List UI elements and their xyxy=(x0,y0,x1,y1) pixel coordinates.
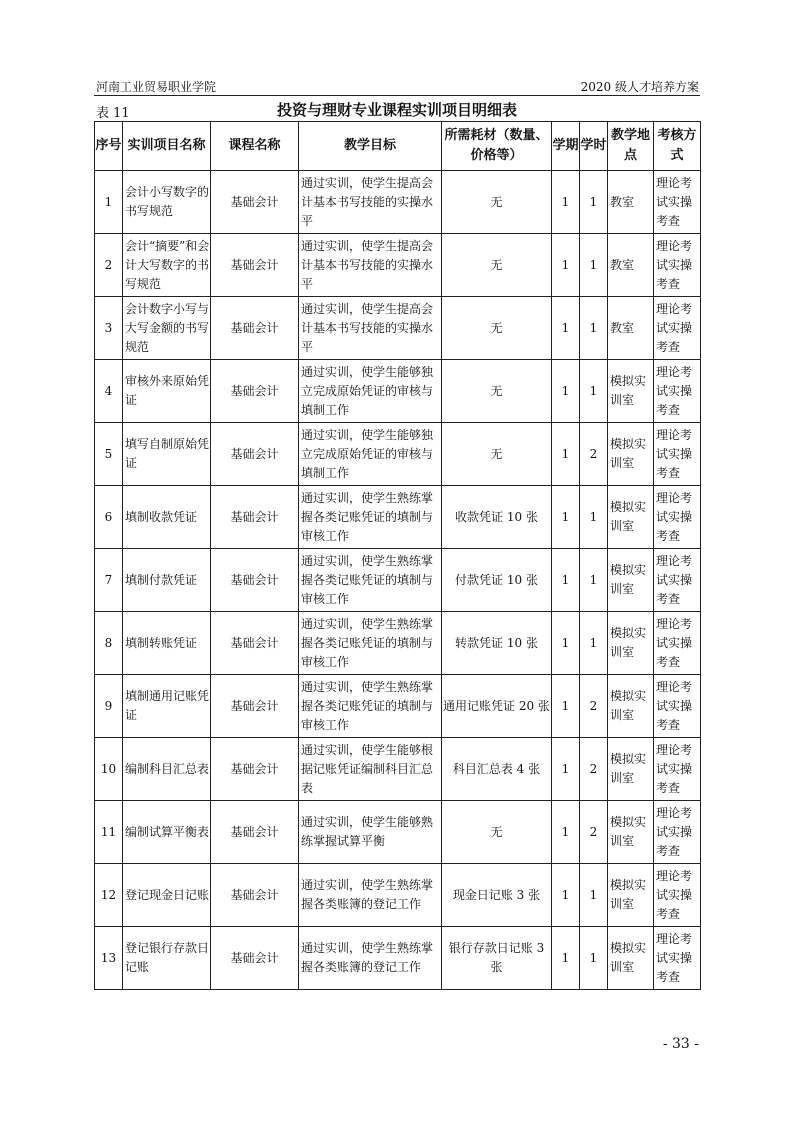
table-header xyxy=(95,122,701,171)
table-row xyxy=(95,927,701,990)
hours-cell: 2 xyxy=(580,423,608,486)
location-cell: 教室 xyxy=(608,297,654,360)
column-header: 实训项目名称 xyxy=(123,122,211,171)
term-cell: 1 xyxy=(552,612,580,675)
teaching-goal-cell: 通过实训，使学生熟练掌握各类记账凭证的填制与审核工作 xyxy=(299,612,442,675)
project-name-cell: 填写自制原始凭证 xyxy=(123,423,211,486)
assessment-cell: 理论考试实操考查 xyxy=(654,297,701,360)
assessment-cell: 理论考试实操考查 xyxy=(654,171,701,234)
course-name-cell: 基础会计 xyxy=(211,171,299,234)
header-row xyxy=(95,122,701,171)
teaching-goal-cell: 通过实训，使学生提高会计基本书写技能的实操水平 xyxy=(299,171,442,234)
course-name-cell: 基础会计 xyxy=(211,738,299,801)
row-number-cell: 12 xyxy=(95,864,123,927)
materials-cell: 无 xyxy=(442,423,552,486)
hours-cell: 1 xyxy=(580,297,608,360)
term-cell: 1 xyxy=(552,549,580,612)
location-cell: 模拟实训室 xyxy=(608,612,654,675)
assessment-cell: 理论考试实操考查 xyxy=(654,549,701,612)
course-name-cell: 基础会计 xyxy=(211,864,299,927)
project-name-cell: 登记银行存款日记账 xyxy=(123,927,211,990)
hours-cell: 1 xyxy=(580,549,608,612)
row-number-cell: 6 xyxy=(95,486,123,549)
location-cell: 模拟实训室 xyxy=(608,801,654,864)
table-row xyxy=(95,675,701,738)
hours-cell: 2 xyxy=(580,738,608,801)
materials-cell: 通用记账凭证 20 张 xyxy=(442,675,552,738)
table-row xyxy=(95,549,701,612)
column-header: 课程名称 xyxy=(211,122,299,171)
hours-cell: 2 xyxy=(580,801,608,864)
term-cell: 1 xyxy=(552,801,580,864)
location-cell: 模拟实训室 xyxy=(608,738,654,801)
materials-cell: 无 xyxy=(442,171,552,234)
training-projects-table xyxy=(94,121,701,990)
term-cell: 1 xyxy=(552,171,580,234)
teaching-goal-cell: 通过实训，使学生熟练掌握各类记账凭证的填制与审核工作 xyxy=(299,675,442,738)
location-cell: 模拟实训室 xyxy=(608,549,654,612)
row-number-cell: 11 xyxy=(95,801,123,864)
course-name-cell: 基础会计 xyxy=(211,927,299,990)
project-name-cell: 填制转账凭证 xyxy=(123,612,211,675)
table-row xyxy=(95,360,701,423)
table-row xyxy=(95,612,701,675)
teaching-goal-cell: 通过实训，使学生能够熟练掌握试算平衡 xyxy=(299,801,442,864)
assessment-cell: 理论考试实操考查 xyxy=(654,423,701,486)
term-cell: 1 xyxy=(552,297,580,360)
project-name-cell: 审核外来原始凭证 xyxy=(123,360,211,423)
assessment-cell: 理论考试实操考查 xyxy=(654,738,701,801)
materials-cell: 付款凭证 10 张 xyxy=(442,549,552,612)
teaching-goal-cell: 通过实训，使学生熟练掌握各类记账凭证的填制与审核工作 xyxy=(299,486,442,549)
row-number-cell: 1 xyxy=(95,171,123,234)
term-cell: 1 xyxy=(552,738,580,801)
project-name-cell: 填制收款凭证 xyxy=(123,486,211,549)
assessment-cell: 理论考试实操考查 xyxy=(654,927,701,990)
row-number-cell: 10 xyxy=(95,738,123,801)
term-cell: 1 xyxy=(552,423,580,486)
course-name-cell: 基础会计 xyxy=(211,234,299,297)
materials-cell: 收款凭证 10 张 xyxy=(442,486,552,549)
assessment-cell: 理论考试实操考查 xyxy=(654,234,701,297)
row-number-cell: 4 xyxy=(95,360,123,423)
teaching-goal-cell: 通过实训，使学生能够独立完成原始凭证的审核与填制工作 xyxy=(299,423,442,486)
column-header: 学期 xyxy=(552,122,580,171)
course-name-cell: 基础会计 xyxy=(211,675,299,738)
course-name-cell: 基础会计 xyxy=(211,612,299,675)
header-institution: 河南工业贸易职业学院 xyxy=(96,80,217,94)
course-name-cell: 基础会计 xyxy=(211,486,299,549)
column-header: 序号 xyxy=(95,122,123,171)
project-name-cell: 会计“摘要”和会计大写数字的书写规范 xyxy=(123,234,211,297)
location-cell: 模拟实训室 xyxy=(608,486,654,549)
assessment-cell: 理论考试实操考查 xyxy=(654,360,701,423)
project-name-cell: 编制试算平衡表 xyxy=(123,801,211,864)
assessment-cell: 理论考试实操考查 xyxy=(654,801,701,864)
row-number-cell: 7 xyxy=(95,549,123,612)
row-number-cell: 3 xyxy=(95,297,123,360)
course-name-cell: 基础会计 xyxy=(211,801,299,864)
row-number-cell: 13 xyxy=(95,927,123,990)
column-header: 教学目标 xyxy=(299,122,442,171)
term-cell: 1 xyxy=(552,360,580,423)
table-row xyxy=(95,738,701,801)
location-cell: 教室 xyxy=(608,171,654,234)
hours-cell: 1 xyxy=(580,171,608,234)
table-row xyxy=(95,234,701,297)
course-name-cell: 基础会计 xyxy=(211,360,299,423)
teaching-goal-cell: 通过实训，使学生能够根据记账凭证编制科目汇总表 xyxy=(299,738,442,801)
column-header: 考核方式 xyxy=(654,122,701,171)
table-row xyxy=(95,486,701,549)
location-cell: 教室 xyxy=(608,234,654,297)
term-cell: 1 xyxy=(552,675,580,738)
project-name-cell: 填制通用记账凭证 xyxy=(123,675,211,738)
assessment-cell: 理论考试实操考查 xyxy=(654,486,701,549)
location-cell: 模拟实训室 xyxy=(608,864,654,927)
column-header: 教学地点 xyxy=(608,122,654,171)
teaching-goal-cell: 通过实训，使学生熟练掌握各类记账凭证的填制与审核工作 xyxy=(299,549,442,612)
teaching-goal-cell: 通过实训，使学生提高会计基本书写技能的实操水平 xyxy=(299,234,442,297)
course-name-cell: 基础会计 xyxy=(211,297,299,360)
teaching-goal-cell: 通过实训，使学生熟练掌握各类账簿的登记工作 xyxy=(299,864,442,927)
project-name-cell: 会计小写数字的书写规范 xyxy=(123,171,211,234)
materials-cell: 现金日记账 3 张 xyxy=(442,864,552,927)
location-cell: 模拟实训室 xyxy=(608,423,654,486)
table-row xyxy=(95,297,701,360)
materials-cell: 无 xyxy=(442,234,552,297)
location-cell: 模拟实训室 xyxy=(608,360,654,423)
row-number-cell: 9 xyxy=(95,675,123,738)
table-row xyxy=(95,801,701,864)
header-rule xyxy=(94,95,700,96)
project-name-cell: 登记现金日记账 xyxy=(123,864,211,927)
hours-cell: 1 xyxy=(580,486,608,549)
term-cell: 1 xyxy=(552,927,580,990)
table-row xyxy=(95,423,701,486)
materials-cell: 科目汇总表 4 张 xyxy=(442,738,552,801)
row-number-cell: 8 xyxy=(95,612,123,675)
term-cell: 1 xyxy=(552,486,580,549)
location-cell: 模拟实训室 xyxy=(608,927,654,990)
materials-cell: 无 xyxy=(442,801,552,864)
teaching-goal-cell: 通过实训，使学生提高会计基本书写技能的实操水平 xyxy=(299,297,442,360)
hours-cell: 2 xyxy=(580,675,608,738)
table-row xyxy=(95,171,701,234)
header-document-title: 2020 级人才培养方案 xyxy=(580,80,699,94)
term-cell: 1 xyxy=(552,234,580,297)
row-number-cell: 5 xyxy=(95,423,123,486)
location-cell: 模拟实训室 xyxy=(608,675,654,738)
table-row xyxy=(95,864,701,927)
course-name-cell: 基础会计 xyxy=(211,423,299,486)
page-number: - 33 - xyxy=(662,1036,699,1052)
hours-cell: 1 xyxy=(580,927,608,990)
table-number: 表 11 xyxy=(96,106,130,121)
materials-cell: 转款凭证 10 张 xyxy=(442,612,552,675)
materials-cell: 无 xyxy=(442,360,552,423)
assessment-cell: 理论考试实操考查 xyxy=(654,675,701,738)
column-header: 所需耗材（数量、价格等） xyxy=(442,122,552,171)
hours-cell: 1 xyxy=(580,360,608,423)
hours-cell: 1 xyxy=(580,864,608,927)
project-name-cell: 填制付款凭证 xyxy=(123,549,211,612)
project-name-cell: 编制科目汇总表 xyxy=(123,738,211,801)
assessment-cell: 理论考试实操考查 xyxy=(654,864,701,927)
row-number-cell: 2 xyxy=(95,234,123,297)
teaching-goal-cell: 通过实训，使学生熟练掌握各类账簿的登记工作 xyxy=(299,927,442,990)
term-cell: 1 xyxy=(552,864,580,927)
materials-cell: 银行存款日记账 3 张 xyxy=(442,927,552,990)
column-header: 学时 xyxy=(580,122,608,171)
table-body xyxy=(95,171,701,990)
hours-cell: 1 xyxy=(580,612,608,675)
table-title: 投资与理财专业课程实训项目明细表 xyxy=(276,101,517,119)
course-name-cell: 基础会计 xyxy=(211,549,299,612)
assessment-cell: 理论考试实操考查 xyxy=(654,612,701,675)
hours-cell: 1 xyxy=(580,234,608,297)
materials-cell: 无 xyxy=(442,297,552,360)
teaching-goal-cell: 通过实训，使学生能够独立完成原始凭证的审核与填制工作 xyxy=(299,360,442,423)
project-name-cell: 会计数字小写与大写金额的书写规范 xyxy=(123,297,211,360)
